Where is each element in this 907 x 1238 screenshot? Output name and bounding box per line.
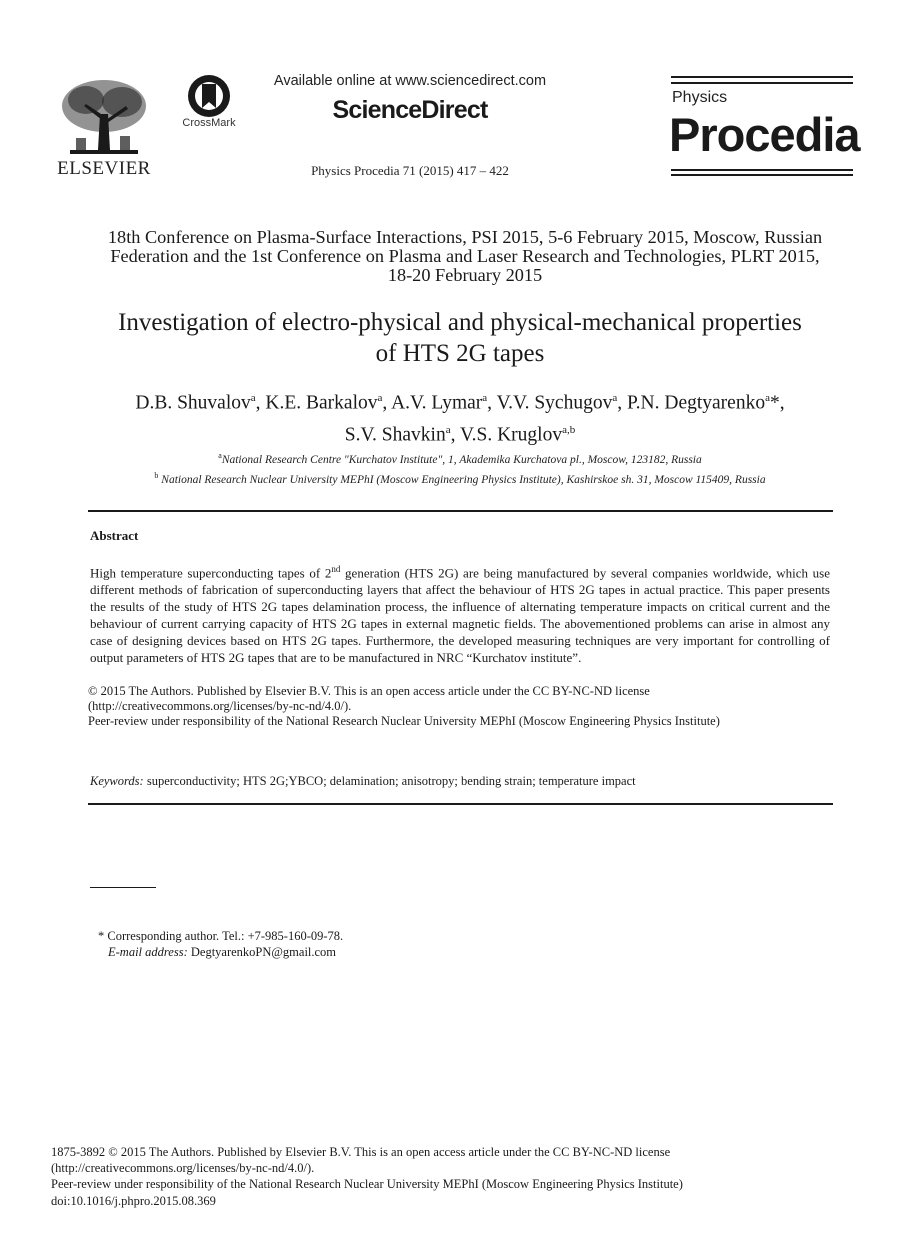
email-address[interactable]: DegtyarenkoPN@gmail.com <box>187 945 337 959</box>
abstract-text: High temperature superconducting tapes of 2 <box>90 565 332 581</box>
affiliation-text: National Research Centre "Kurchatov Institute", 1, Akademika Kurchatova pl., Moscow, 123182, Russia <box>221 453 702 466</box>
author-affil-mark: a <box>377 392 383 404</box>
conference-line: 18th Conference on Plasma-Surface Interactions, PSI 2015, 5-6 February 2015, Moscow, Russian <box>107 227 823 247</box>
copyright-notice <box>88 684 833 729</box>
affiliation-line <box>60 448 860 468</box>
abstract-body <box>90 561 830 666</box>
author-affil-mark: a <box>445 423 451 436</box>
section-divider <box>88 803 833 805</box>
publisher-wordmark: ELSEVIER <box>57 158 151 179</box>
author-affil-mark: a,b <box>562 423 576 436</box>
doi-line[interactable]: doi:10.1016/j.phpro.2015.08.369 <box>51 1193 216 1208</box>
journal-rule <box>671 82 853 84</box>
license-link[interactable]: (http://creativecommons.org/licenses/by-nc-nd/4.0/). <box>88 699 352 713</box>
peer-review-line: Peer-review under responsibility of the National Research Nuclear University MEPhI (Moscow Engineering Physics Institute) <box>88 714 720 728</box>
email-label: E-mail address: <box>108 945 188 959</box>
footnote-rule <box>90 887 156 888</box>
conference-line: Federation and the 1st Conference on Plasma and Laser Research and Technologies, PLRT 2015, <box>110 246 820 266</box>
paper-title <box>60 307 860 369</box>
author-affil-mark: a <box>765 392 770 404</box>
corresponding-author-footnote <box>98 928 343 960</box>
author-name: K.E. Barkalov <box>265 392 378 414</box>
copyright-line: © 2015 The Authors. Published by Elsevier B.V. This is an open access article under the CC BY-NC-ND license <box>88 684 650 698</box>
author-affil-mark: a <box>612 392 618 404</box>
author-separator: , <box>255 392 266 414</box>
crossmark-label: CrossMark <box>182 117 236 129</box>
journal-citation: Physics Procedia 71 (2015) 417 – 422 <box>311 163 509 178</box>
author-list <box>60 385 860 448</box>
available-online-text: Available online at www.sciencedirect.com <box>273 73 547 89</box>
author-separator: , <box>617 392 627 414</box>
author-affil-mark: a <box>250 392 256 404</box>
peer-review-line: Peer-review under responsibility of the National Research Nuclear University MEPhI (Moscow Engineering Physics Institute) <box>51 1177 683 1192</box>
affiliations <box>60 448 860 488</box>
author-affil-mark: a <box>482 392 488 404</box>
license-link[interactable]: (http://creativecommons.org/licenses/by-nc-nd/4.0/). <box>51 1161 315 1176</box>
journal-name-small: Physics <box>672 89 728 106</box>
author-separator: , <box>382 392 392 414</box>
author-name: S.V. Shavkin <box>344 424 446 445</box>
keywords-text: superconductivity; HTS 2G;YBCO; delamination; anisotropy; bending strain; temperature impact <box>143 774 636 788</box>
issn-copyright-line: 1875-3892 © 2015 The Authors. Published by Elsevier B.V. This is an open access article under the CC BY-NC-ND license <box>51 1145 671 1159</box>
author-name: P.N. Degtyarenko <box>626 392 766 414</box>
affiliation-text: National Research Nuclear University MEPhI (Moscow Engineering Physics Institute), Kashirskoe sh. 31, Moscow 115409, Russia <box>158 473 766 486</box>
author-name: V.S. Kruglov <box>460 424 563 445</box>
journal-rule <box>671 174 853 176</box>
affiliation-line <box>60 468 860 488</box>
keywords <box>90 774 636 789</box>
author-separator: , <box>487 392 497 414</box>
conference-info <box>80 228 850 285</box>
footnote-line: * Corresponding author. Tel.: +7-985-160-09-78. <box>98 929 344 943</box>
section-divider <box>88 510 833 512</box>
affil-mark: a <box>218 451 222 460</box>
author-separator: *, <box>769 392 785 414</box>
title-line: Investigation of electro-physical and physical-mechanical properties <box>118 309 802 336</box>
title-line: of HTS 2G tapes <box>375 340 545 367</box>
sciencedirect-wordmark: ScienceDirect <box>332 96 488 124</box>
author-name: D.B. Shuvalov <box>135 392 251 414</box>
journal-name-large: Procedia <box>669 108 860 161</box>
journal-rule <box>671 76 853 78</box>
affil-mark: b <box>154 470 159 480</box>
author-name: V.V. Sychugov <box>496 392 613 414</box>
abstract-text: generation (HTS 2G) are being manufactured by several companies worldwide, which use different methods of fabrication of superconducting layers that affect the behaviour of HTS 2G tapes in actual practice. This paper presents the results of the study of HTS 2G tapes delamination process, the influence of alternating temperature impacts on critical current and the behaviour of current carrying capacity of HTS 2G tapes in external magnetic fields. The abovementioned problems can arise in almost any case of designing devices based on HTS 2G tapes. Furthermore, the developed measuring techniques are very important for controlling of output parameters of HTS 2G tapes that are to be manufactured in NRC “Kurchatov institute”. <box>90 565 830 666</box>
abstract-sup: nd <box>331 564 341 574</box>
conference-line: 18-20 February 2015 <box>387 265 543 285</box>
bottom-notice <box>51 1144 683 1209</box>
journal-rule <box>671 169 853 171</box>
abstract-heading: Abstract <box>90 528 139 543</box>
author-separator: , <box>450 424 461 445</box>
keywords-label: Keywords: <box>90 774 144 788</box>
author-name: A.V. Lymar <box>391 392 483 414</box>
